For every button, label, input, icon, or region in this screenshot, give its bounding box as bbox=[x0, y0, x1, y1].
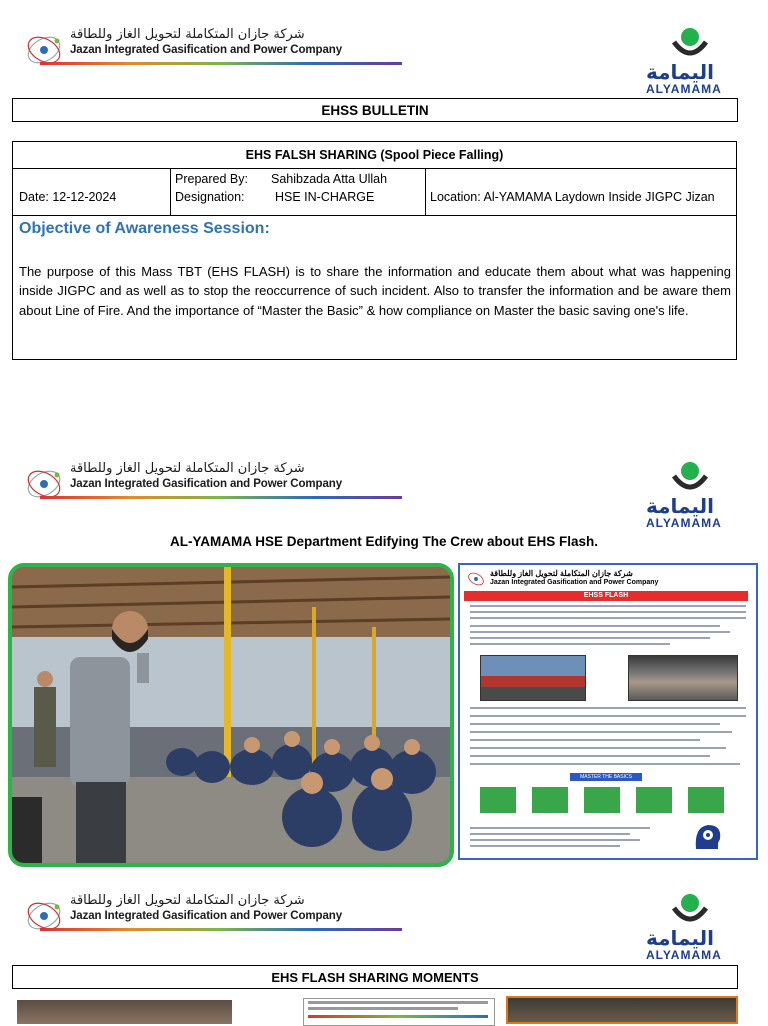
doc-arabic-name: شركة جازان المتكاملة لتحويل الغاز وللطاقة bbox=[490, 569, 633, 578]
alyamama-english-name: ALYAMAMA bbox=[646, 948, 722, 962]
company-english-name: Jazan Integrated Gasification and Power Company bbox=[70, 910, 343, 922]
designation-label: Designation: bbox=[175, 190, 245, 204]
header-divider bbox=[40, 496, 402, 499]
text-line bbox=[470, 839, 640, 841]
alyamama-arabic-name: اليمامة bbox=[646, 926, 714, 950]
text-line bbox=[470, 747, 726, 749]
company-arabic-name: شركة جازان المتكاملة لتحويل الغاز وللطاقة bbox=[70, 27, 305, 42]
incident-photo-1 bbox=[480, 655, 586, 701]
header-divider bbox=[40, 928, 402, 931]
doc-banner: EHSS FLASH bbox=[464, 591, 748, 601]
text-line bbox=[470, 739, 700, 741]
text-line bbox=[470, 611, 746, 613]
text-line bbox=[470, 707, 746, 709]
crew-session-photo bbox=[8, 563, 454, 867]
moment-photo-1 bbox=[17, 1000, 232, 1024]
text-line bbox=[470, 617, 746, 619]
text-line bbox=[470, 763, 740, 765]
company-english-name: Jazan Integrated Gasification and Power Company bbox=[70, 478, 343, 490]
text-line bbox=[470, 723, 720, 725]
text-line bbox=[470, 643, 670, 645]
basics-box bbox=[636, 787, 672, 813]
basics-box bbox=[532, 787, 568, 813]
moment-document-thumbnail bbox=[303, 998, 495, 1026]
header-divider bbox=[40, 62, 402, 65]
info-row bbox=[13, 168, 736, 216]
basics-box bbox=[688, 787, 724, 813]
text-line bbox=[308, 1001, 488, 1004]
text-line bbox=[470, 637, 710, 639]
moment-photo-2 bbox=[506, 996, 738, 1024]
divider bbox=[425, 168, 426, 215]
jigpc-logo-icon bbox=[466, 569, 486, 589]
text-line bbox=[470, 605, 746, 607]
text-line bbox=[470, 755, 710, 757]
location-cell: Location: Al-YAMAMA Laydown Inside JIGPC Jizan bbox=[430, 190, 715, 204]
header-top bbox=[0, 24, 768, 104]
incident-photo-2 bbox=[628, 655, 738, 701]
text-line bbox=[470, 625, 720, 627]
objective-text: The purpose of this Mass TBT (EHS FLASH) is to share the information and educate them about what was happening inside JIGPC and as well as to stop the reoccurrence of such incident. Also to transfer the information and be aware them about Line of Fire. And the importance of “Master the Basic” & how compliance on Master the basic saving one's life. bbox=[19, 264, 731, 318]
header-divider bbox=[308, 1015, 488, 1018]
basics-box bbox=[584, 787, 620, 813]
header-middle bbox=[0, 458, 768, 538]
section3-title: EHS FLASH SHARING MOMENTS bbox=[12, 965, 738, 989]
text-line bbox=[470, 845, 620, 847]
company-english-name: Jazan Integrated Gasification and Power Company bbox=[70, 44, 343, 56]
text-line bbox=[308, 1007, 458, 1010]
prepared-by-label: Prepared By: bbox=[175, 172, 248, 186]
flash-title: EHS FALSH SHARING (Spool Piece Falling) bbox=[13, 142, 736, 169]
date-cell: Date: 12-12-2024 bbox=[19, 190, 117, 204]
bulletin-title: EHSS BULLETIN bbox=[12, 98, 738, 122]
section2-title: AL-YAMAMA HSE Department Edifying The Crew about EHS Flash. bbox=[169, 534, 599, 549]
ehs-flash-document bbox=[458, 563, 758, 860]
text-line bbox=[470, 715, 746, 717]
info-table bbox=[12, 141, 737, 360]
text-line bbox=[470, 631, 730, 633]
text-line bbox=[470, 827, 650, 829]
company-arabic-name: شركة جازان المتكاملة لتحويل الغاز وللطاقة bbox=[70, 461, 305, 476]
alyamama-arabic-name: اليمامة bbox=[646, 494, 714, 518]
text-line bbox=[470, 731, 732, 733]
text-line bbox=[470, 833, 630, 835]
prepared-by-value: Sahibzada Atta Ullah bbox=[271, 172, 388, 186]
divider bbox=[170, 168, 171, 215]
alyamama-english-name: ALYAMAMA bbox=[646, 516, 722, 530]
thinking-head-icon bbox=[690, 819, 724, 853]
designation-value: HSE IN-CHARGE bbox=[275, 190, 375, 204]
basics-box bbox=[480, 787, 516, 813]
header-bottom bbox=[0, 890, 768, 970]
doc-english-name: Jazan Integrated Gasification and Power Company bbox=[490, 579, 659, 586]
master-basics-label: MASTER THE BASICS bbox=[570, 773, 642, 781]
alyamama-arabic-name: اليمامة bbox=[646, 60, 714, 84]
company-arabic-name: شركة جازان المتكاملة لتحويل الغاز وللطاقة bbox=[70, 893, 305, 908]
objective-heading: Objective of Awareness Session: bbox=[19, 220, 270, 237]
crew-photo-illustration bbox=[12, 567, 450, 863]
alyamama-english-name: ALYAMAMA bbox=[646, 82, 722, 96]
